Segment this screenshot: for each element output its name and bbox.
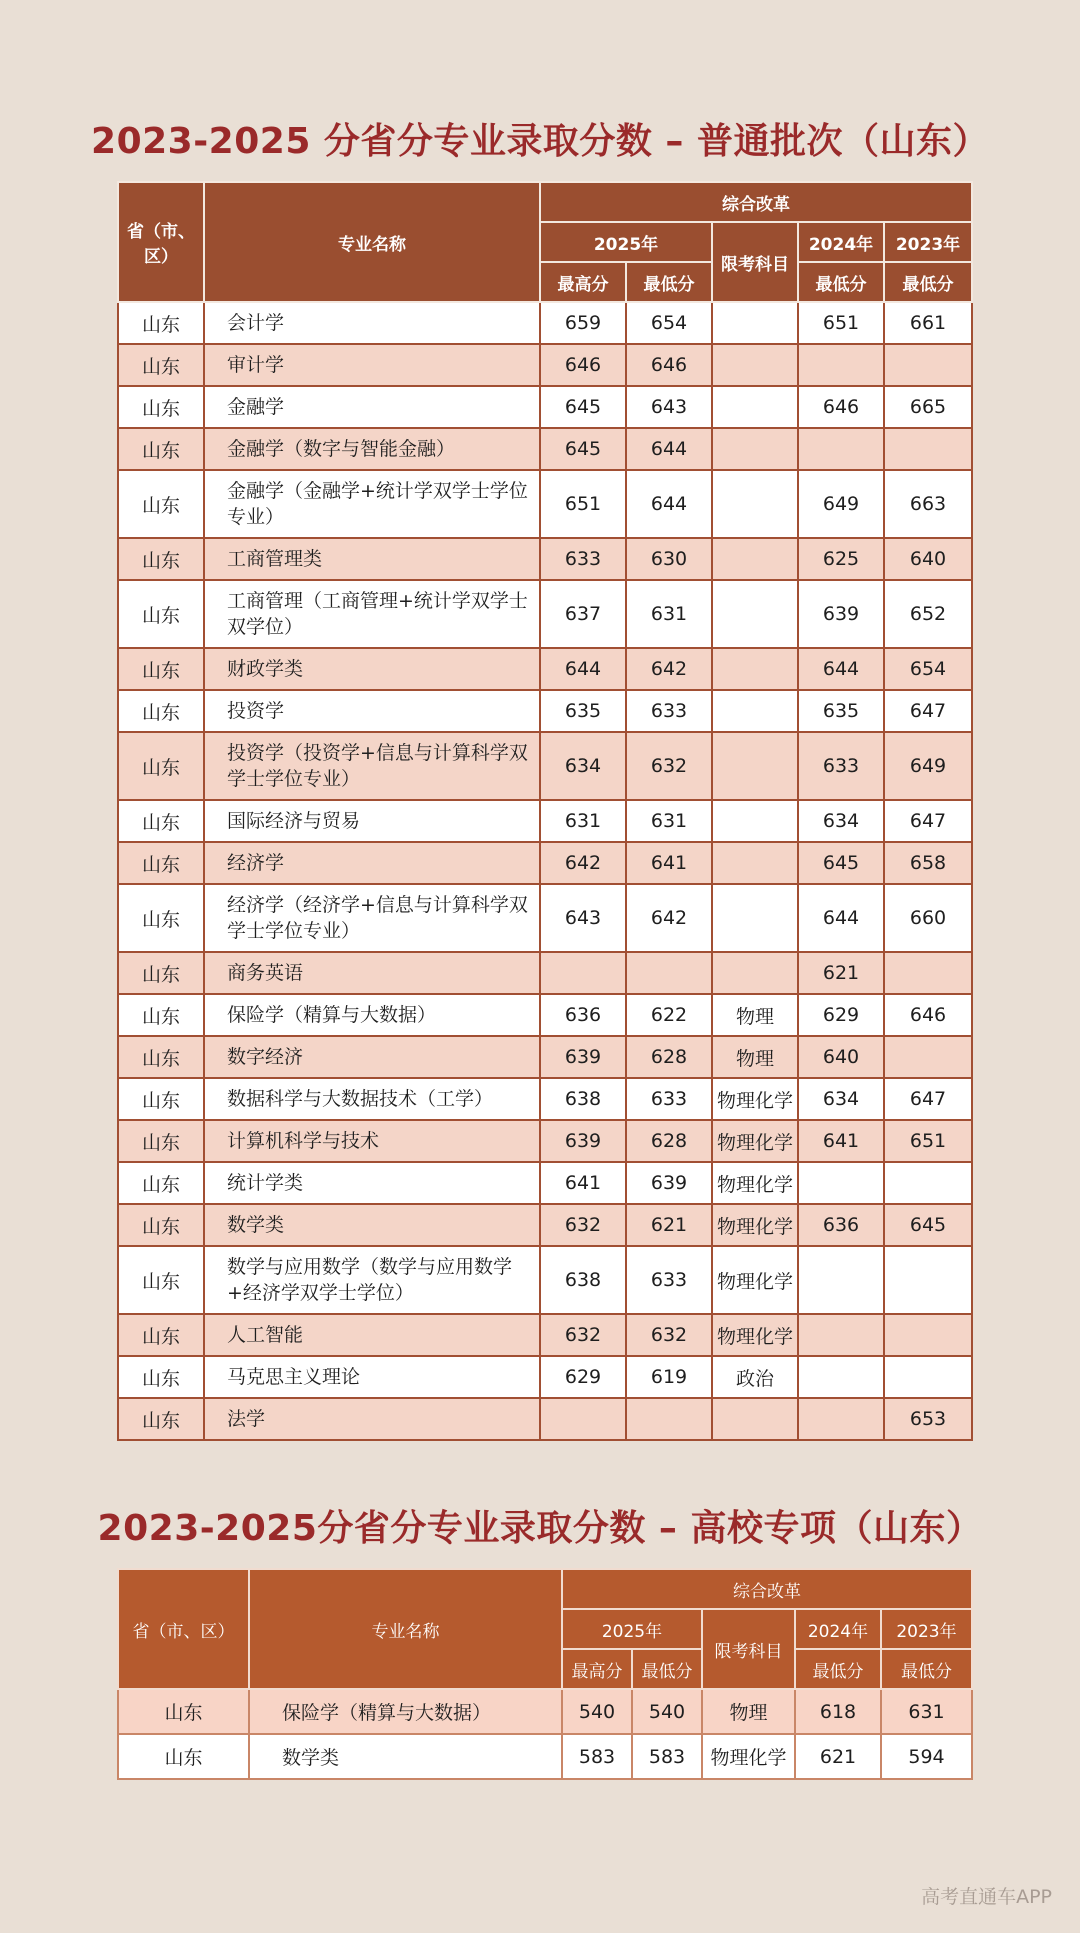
table-row xyxy=(118,302,972,344)
cell-major: 人工智能 xyxy=(204,1314,540,1356)
cell-province: 山东 xyxy=(118,842,204,884)
cell-min-2025: 619 xyxy=(626,1356,712,1398)
cell-min-2023: 652 xyxy=(884,580,972,648)
page-title-special-program: 2023-2025分省分专业录取分数 – 高校专项（山东） xyxy=(97,1508,983,1549)
cell-province: 山东 xyxy=(118,302,204,344)
cell-min-2023: 646 xyxy=(884,994,972,1036)
cell-min-2025: 642 xyxy=(626,648,712,690)
cell-subject: 政治 xyxy=(712,1356,798,1398)
cell-min-2024: 640 xyxy=(798,1036,884,1078)
cell-province: 山东 xyxy=(118,994,204,1036)
cell-min-2025: 628 xyxy=(626,1120,712,1162)
cell-max-2025 xyxy=(540,952,626,994)
cell-major: 工商管理类 xyxy=(204,538,540,580)
cell-min-2025: 632 xyxy=(626,1314,712,1356)
cell-min-2024 xyxy=(798,1314,884,1356)
cell-max-2025: 634 xyxy=(540,732,626,800)
header-min-2023: 最低分 xyxy=(884,262,972,302)
cell-subject: 物理 xyxy=(712,994,798,1036)
cell-subject xyxy=(712,842,798,884)
cell-subject xyxy=(712,302,798,344)
cell-min-2024: 649 xyxy=(798,470,884,538)
table-body-regular xyxy=(118,302,972,1440)
cell-max-2025: 643 xyxy=(540,884,626,952)
cell-min-2025: 622 xyxy=(626,994,712,1036)
cell-max-2025: 646 xyxy=(540,344,626,386)
cell-province: 山东 xyxy=(118,1204,204,1246)
cell-subject: 物理化学 xyxy=(712,1204,798,1246)
cell-subject: 物理化学 xyxy=(712,1078,798,1120)
cell-major: 法学 xyxy=(204,1398,540,1440)
cell-min-2024: 644 xyxy=(798,884,884,952)
table-row xyxy=(118,538,972,580)
cell-min-2024: 633 xyxy=(798,732,884,800)
cell-subject xyxy=(712,884,798,952)
cell-province: 山东 xyxy=(118,1162,204,1204)
cell-max-2025: 639 xyxy=(540,1120,626,1162)
cell-major: 商务英语 xyxy=(204,952,540,994)
cell-province: 山东 xyxy=(118,386,204,428)
cell-min-2024 xyxy=(798,1162,884,1204)
cell-major: 国际经济与贸易 xyxy=(204,800,540,842)
cell-min-2024: 639 xyxy=(798,580,884,648)
cell-province: 山东 xyxy=(118,1734,249,1779)
cell-max-2025: 645 xyxy=(540,428,626,470)
cell-min-2024: 645 xyxy=(798,842,884,884)
cell-min-2023: 649 xyxy=(884,732,972,800)
cell-major: 财政学类 xyxy=(204,648,540,690)
table-row xyxy=(118,1734,972,1779)
cell-min-2024: 621 xyxy=(795,1734,881,1779)
table-row xyxy=(118,344,972,386)
cell-subject: 物理 xyxy=(702,1689,795,1734)
header-max-2025: 最高分 xyxy=(562,1649,632,1689)
cell-major: 会计学 xyxy=(204,302,540,344)
cell-major: 数学类 xyxy=(204,1204,540,1246)
cell-major: 审计学 xyxy=(204,344,540,386)
cell-min-2023: 645 xyxy=(884,1204,972,1246)
cell-min-2024: 635 xyxy=(798,690,884,732)
cell-major: 投资学（投资学+信息与计算科学双学士学位专业） xyxy=(204,732,540,800)
table-row xyxy=(118,884,972,952)
cell-subject xyxy=(712,470,798,538)
header-year-2025: 2025年 xyxy=(562,1609,702,1649)
cell-major: 数字经济 xyxy=(204,1036,540,1078)
cell-min-2025: 633 xyxy=(626,690,712,732)
table-row xyxy=(118,580,972,648)
cell-subject xyxy=(712,428,798,470)
cell-min-2025: 643 xyxy=(626,386,712,428)
cell-province: 山东 xyxy=(118,690,204,732)
cell-max-2025: 645 xyxy=(540,386,626,428)
cell-province: 山东 xyxy=(118,1036,204,1078)
cell-min-2023: 654 xyxy=(884,648,972,690)
cell-min-2024: 621 xyxy=(798,952,884,994)
cell-min-2024: 641 xyxy=(798,1120,884,1162)
cell-min-2025: 631 xyxy=(626,800,712,842)
cell-max-2025: 638 xyxy=(540,1246,626,1314)
header-min-2025: 最低分 xyxy=(632,1649,702,1689)
cell-min-2024: 629 xyxy=(798,994,884,1036)
cell-major: 数学类 xyxy=(249,1734,562,1779)
cell-min-2025: 642 xyxy=(626,884,712,952)
table-row xyxy=(118,1162,972,1204)
cell-province: 山东 xyxy=(118,648,204,690)
cell-max-2025: 540 xyxy=(562,1689,632,1734)
cell-max-2025: 637 xyxy=(540,580,626,648)
cell-province: 山东 xyxy=(118,344,204,386)
table-row xyxy=(118,732,972,800)
cell-subject xyxy=(712,732,798,800)
cell-province: 山东 xyxy=(118,1246,204,1314)
cell-max-2025: 631 xyxy=(540,800,626,842)
cell-min-2024: 618 xyxy=(795,1689,881,1734)
cell-major: 经济学（经济学+信息与计算科学双学士学位专业） xyxy=(204,884,540,952)
cell-min-2024 xyxy=(798,428,884,470)
cell-subject: 物理化学 xyxy=(712,1314,798,1356)
cell-min-2025: 633 xyxy=(626,1246,712,1314)
cell-max-2025: 635 xyxy=(540,690,626,732)
cell-min-2025: 631 xyxy=(626,580,712,648)
cell-max-2025: 642 xyxy=(540,842,626,884)
cell-major: 工商管理（工商管理+统计学双学士双学位） xyxy=(204,580,540,648)
header-min-2023: 最低分 xyxy=(881,1649,972,1689)
cell-max-2025: 659 xyxy=(540,302,626,344)
table-row xyxy=(118,1314,972,1356)
cell-min-2023: 594 xyxy=(881,1734,972,1779)
cell-min-2025 xyxy=(626,952,712,994)
cell-major: 经济学 xyxy=(204,842,540,884)
cell-subject xyxy=(712,690,798,732)
cell-major: 金融学（数字与智能金融） xyxy=(204,428,540,470)
cell-min-2025: 641 xyxy=(626,842,712,884)
cell-min-2024: 646 xyxy=(798,386,884,428)
cell-max-2025: 633 xyxy=(540,538,626,580)
cell-min-2024: 634 xyxy=(798,800,884,842)
header-min-2024: 最低分 xyxy=(795,1649,881,1689)
cell-min-2024 xyxy=(798,1356,884,1398)
cell-min-2023: 647 xyxy=(884,1078,972,1120)
cell-min-2025: 621 xyxy=(626,1204,712,1246)
cell-major: 保险学（精算与大数据） xyxy=(249,1689,562,1734)
cell-province: 山东 xyxy=(118,470,204,538)
cell-province: 山东 xyxy=(118,1314,204,1356)
table-row xyxy=(118,470,972,538)
cell-min-2025: 633 xyxy=(626,1078,712,1120)
cell-major: 金融学 xyxy=(204,386,540,428)
cell-min-2023 xyxy=(884,1314,972,1356)
cell-min-2024: 651 xyxy=(798,302,884,344)
cell-min-2025: 630 xyxy=(626,538,712,580)
cell-min-2024: 636 xyxy=(798,1204,884,1246)
cell-province: 山东 xyxy=(118,1398,204,1440)
table-row xyxy=(118,1078,972,1120)
cell-province: 山东 xyxy=(118,800,204,842)
cell-min-2023: 661 xyxy=(884,302,972,344)
cell-min-2023: 663 xyxy=(884,470,972,538)
cell-subject xyxy=(712,648,798,690)
cell-subject xyxy=(712,344,798,386)
cell-min-2025: 628 xyxy=(626,1036,712,1078)
header-year-2025: 2025年 xyxy=(540,222,712,262)
cell-province: 山东 xyxy=(118,732,204,800)
header-year-2023: 2023年 xyxy=(881,1609,972,1649)
cell-subject xyxy=(712,386,798,428)
cell-min-2025 xyxy=(626,1398,712,1440)
cell-min-2023 xyxy=(884,344,972,386)
cell-min-2023 xyxy=(884,952,972,994)
header-subject: 限考科目 xyxy=(702,1609,795,1689)
table-row xyxy=(118,952,972,994)
cell-min-2023 xyxy=(884,1246,972,1314)
cell-max-2025: 641 xyxy=(540,1162,626,1204)
cell-province: 山东 xyxy=(118,580,204,648)
cell-min-2023: 647 xyxy=(884,800,972,842)
cell-province: 山东 xyxy=(118,1689,249,1734)
cell-max-2025: 629 xyxy=(540,1356,626,1398)
cell-min-2023: 647 xyxy=(884,690,972,732)
cell-subject xyxy=(712,800,798,842)
cell-subject: 物理化学 xyxy=(712,1246,798,1314)
cell-subject: 物理化学 xyxy=(712,1162,798,1204)
cell-max-2025: 583 xyxy=(562,1734,632,1779)
cell-province: 山东 xyxy=(118,1356,204,1398)
cell-province: 山东 xyxy=(118,428,204,470)
cell-max-2025: 636 xyxy=(540,994,626,1036)
watermark-text: 高考直通车APP xyxy=(921,1886,1052,1908)
cell-min-2023: 640 xyxy=(884,538,972,580)
cell-min-2025: 540 xyxy=(632,1689,702,1734)
cell-major: 保险学（精算与大数据） xyxy=(204,994,540,1036)
cell-max-2025: 632 xyxy=(540,1314,626,1356)
cell-min-2023: 658 xyxy=(884,842,972,884)
header-reform: 综合改革 xyxy=(562,1569,972,1609)
table-row xyxy=(118,428,972,470)
table-row xyxy=(118,994,972,1036)
cell-min-2023: 660 xyxy=(884,884,972,952)
cell-min-2023: 653 xyxy=(884,1398,972,1440)
table-row xyxy=(118,1204,972,1246)
cell-subject xyxy=(712,1398,798,1440)
cell-subject: 物理化学 xyxy=(702,1734,795,1779)
cell-subject xyxy=(712,538,798,580)
cell-min-2023 xyxy=(884,428,972,470)
cell-subject: 物理 xyxy=(712,1036,798,1078)
table-row xyxy=(118,800,972,842)
header-major: 专业名称 xyxy=(249,1569,562,1689)
cell-max-2025: 644 xyxy=(540,648,626,690)
header-reform: 综合改革 xyxy=(540,182,972,222)
cell-min-2023: 631 xyxy=(881,1689,972,1734)
header-major: 专业名称 xyxy=(204,182,540,302)
cell-major: 马克思主义理论 xyxy=(204,1356,540,1398)
admission-scores-table-regular xyxy=(117,181,973,1441)
header-min-2025: 最低分 xyxy=(626,262,712,302)
cell-max-2025 xyxy=(540,1398,626,1440)
cell-min-2023: 665 xyxy=(884,386,972,428)
header-year-2023: 2023年 xyxy=(884,222,972,262)
cell-max-2025: 651 xyxy=(540,470,626,538)
table-row xyxy=(118,1689,972,1734)
cell-min-2025: 639 xyxy=(626,1162,712,1204)
cell-min-2024 xyxy=(798,344,884,386)
cell-subject xyxy=(712,952,798,994)
table-row xyxy=(118,648,972,690)
cell-province: 山东 xyxy=(118,884,204,952)
cell-min-2023 xyxy=(884,1162,972,1204)
cell-min-2023 xyxy=(884,1356,972,1398)
cell-major: 金融学（金融学+统计学双学士学位专业） xyxy=(204,470,540,538)
table-row xyxy=(118,1398,972,1440)
header-year-2024: 2024年 xyxy=(795,1609,881,1649)
cell-min-2024: 634 xyxy=(798,1078,884,1120)
table-row xyxy=(118,1120,972,1162)
cell-min-2023 xyxy=(884,1036,972,1078)
table-row xyxy=(118,842,972,884)
cell-min-2025: 654 xyxy=(626,302,712,344)
cell-min-2024 xyxy=(798,1246,884,1314)
cell-min-2025: 632 xyxy=(626,732,712,800)
header-province: 省（市、区） xyxy=(118,1569,249,1689)
page-title-regular-batch: 2023-2025 分省分专业录取分数 – 普通批次（山东） xyxy=(91,121,989,162)
cell-min-2024: 625 xyxy=(798,538,884,580)
table-row xyxy=(118,1246,972,1314)
cell-major: 数据科学与大数据技术（工学） xyxy=(204,1078,540,1120)
cell-min-2025: 644 xyxy=(626,428,712,470)
admission-scores-table-special xyxy=(117,1568,973,1780)
cell-min-2024 xyxy=(798,1398,884,1440)
header-province: 省（市、区） xyxy=(118,182,204,302)
cell-min-2025: 583 xyxy=(632,1734,702,1779)
header-year-2024: 2024年 xyxy=(798,222,884,262)
table-row xyxy=(118,1036,972,1078)
cell-province: 山东 xyxy=(118,538,204,580)
cell-min-2025: 646 xyxy=(626,344,712,386)
cell-max-2025: 632 xyxy=(540,1204,626,1246)
cell-province: 山东 xyxy=(118,1078,204,1120)
cell-major: 统计学类 xyxy=(204,1162,540,1204)
cell-min-2024: 644 xyxy=(798,648,884,690)
cell-min-2025: 644 xyxy=(626,470,712,538)
table-row xyxy=(118,386,972,428)
cell-min-2023: 651 xyxy=(884,1120,972,1162)
cell-province: 山东 xyxy=(118,952,204,994)
header-min-2024: 最低分 xyxy=(798,262,884,302)
table-body-special xyxy=(118,1689,972,1779)
cell-max-2025: 638 xyxy=(540,1078,626,1120)
cell-major: 投资学 xyxy=(204,690,540,732)
table-row xyxy=(118,1356,972,1398)
cell-major: 数学与应用数学（数学与应用数学+经济学双学士学位） xyxy=(204,1246,540,1314)
header-max-2025: 最高分 xyxy=(540,262,626,302)
table-row xyxy=(118,690,972,732)
cell-subject: 物理化学 xyxy=(712,1120,798,1162)
cell-province: 山东 xyxy=(118,1120,204,1162)
cell-subject xyxy=(712,580,798,648)
cell-max-2025: 639 xyxy=(540,1036,626,1078)
header-subject: 限考科目 xyxy=(712,222,798,302)
cell-major: 计算机科学与技术 xyxy=(204,1120,540,1162)
